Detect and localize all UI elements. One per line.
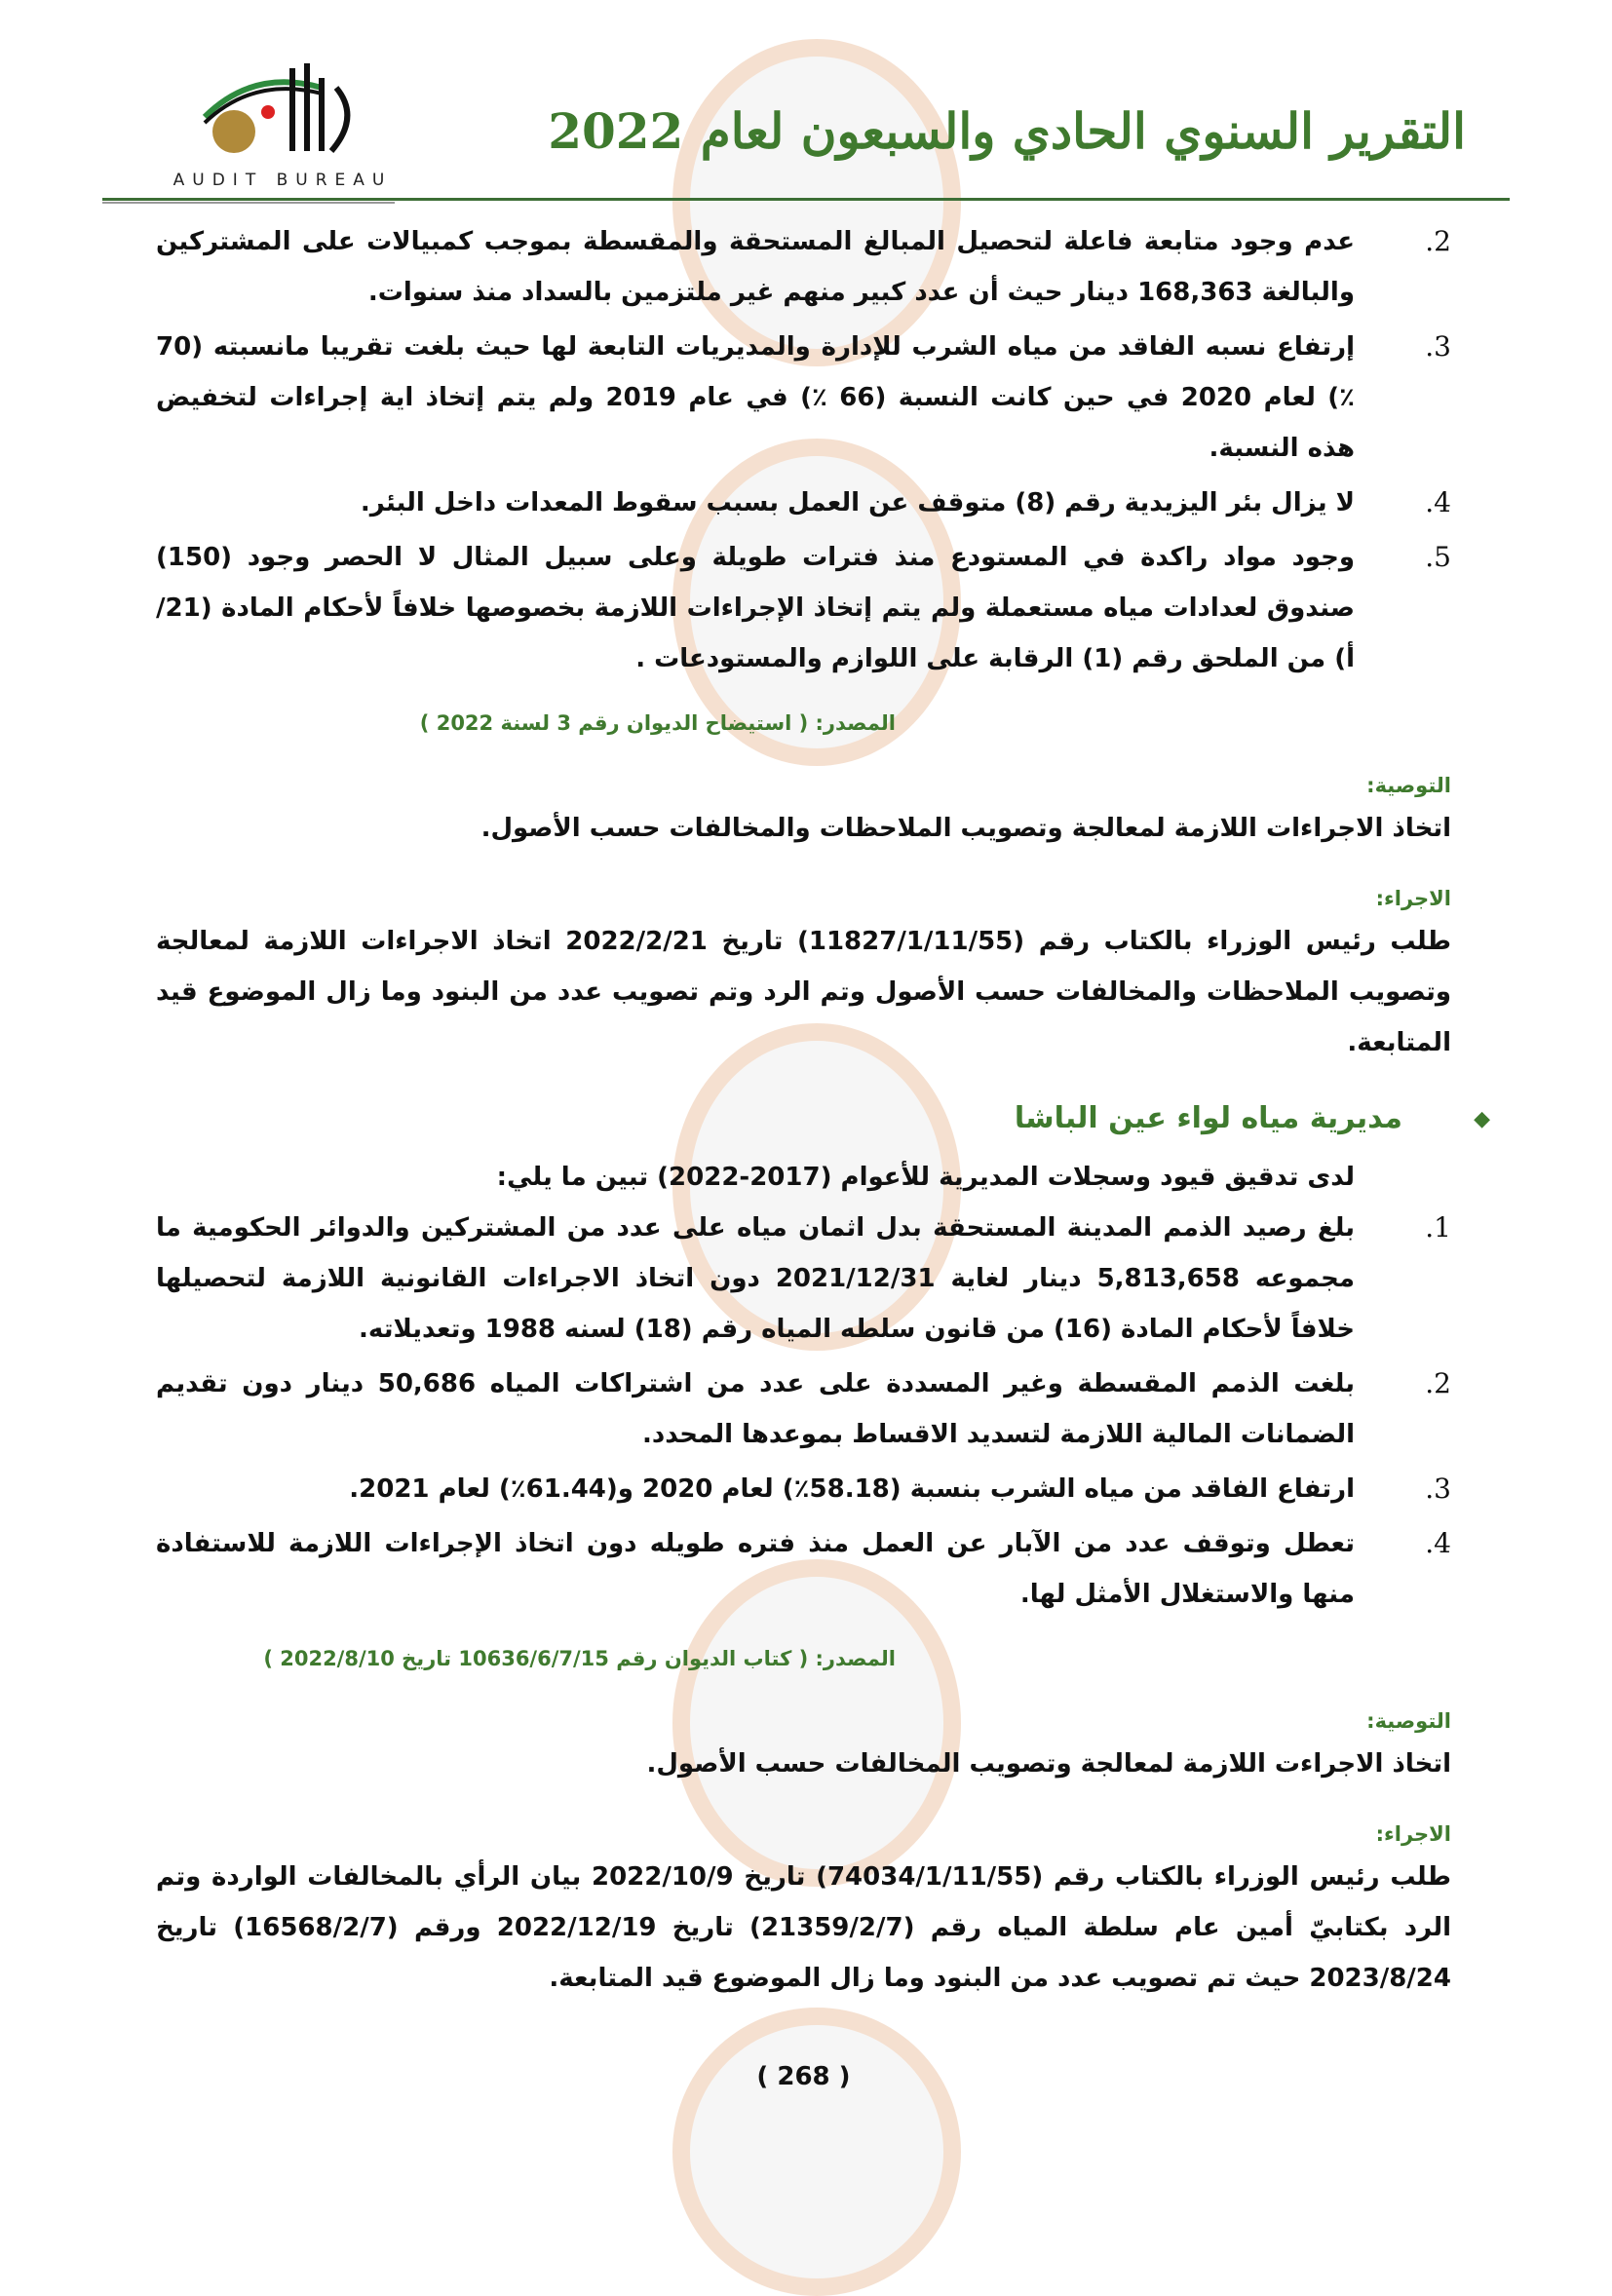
finding-row	[156, 1358, 1451, 1460]
action-text: طلب رئيس الوزراء بالكتاب رقم (11827/1/11/55) تاريخ 2022/2/21 اتخاذ الاجراءات اللازمة لمعالجة وتصويب الملاحظات والمخالفات حسب الأصول وتم الرد وتم تصويب عدد من البنود وما زال الموضوع قيد المتابعة.	[156, 927, 1451, 1057]
item-number: .3	[1425, 330, 1451, 363]
finding-item: بلغ رصيد الذمم المدينة المستحقة بدل اثمان مياه على عدد من المشتركين والدوائر الحكومية ما مجموعه 5,813,658 دينار لغاية 2021/12/31 دون اتخاذ الاجراءات القانونية اللازمة لتحصيلها خلافاً لأحكام المادة (16) من قانون سلطه المياه رقم (18) لسنه 1988 وتعديلاته.	[156, 1213, 1355, 1344]
finding-row	[156, 478, 1451, 528]
finding-row	[156, 1464, 1451, 1514]
diamond-bullet-icon: ◆	[1474, 1106, 1490, 1131]
finding-item: وجود مواد راكدة في المستودع منذ فترات طويلة وعلى سبيل المثال لا الحصر وجود (150) صندوق لعدادات مياه مستعملة ولم يتم إتخاذ الإجراءات اللازمة بخصوصها خلافاً لأحكام المادة (21/أ) من الملحق رقم (1) الرقابة على اللوازم والمستودعات .	[156, 543, 1355, 673]
section-heading-row	[156, 1093, 1490, 1144]
section-heading: مديرية مياه لواء عين الباشا	[1014, 1101, 1402, 1135]
page-number: ( 268 )	[756, 2062, 851, 2091]
item-number: .5	[1425, 541, 1451, 573]
finding-row	[156, 322, 1451, 474]
report-title: التقرير السنوي الحادي والسبعون لعام 2022	[548, 102, 1466, 160]
recommendation-text: اتخاذ الاجراءات اللازمة لمعالجة وتصويب الملاحظات والمخالفات حسب الأصول.	[480, 814, 1451, 843]
recommendation-label: التوصية:	[1366, 1709, 1451, 1733]
finding-item: إرتفاع نسبه الفاقد من مياه الشرب للإدارة والمديريات التابعة لها حيث بلغت تقريبا مانسبته (70 ٪) لعام 2020 في حين كانت النسبة (66 ٪) في عام 2019 ولم يتم إتخاذ اية إجراءات لتخفيض هذه النسبة.	[156, 332, 1356, 463]
findings-list-1	[156, 216, 1451, 684]
item-number: .3	[1425, 1473, 1451, 1505]
finding-item: لا يزال بئر اليزيدية رقم (8) متوقف عن العمل بسبب سقوط المعدات داخل البئر.	[360, 488, 1355, 517]
item-number: .4	[1425, 486, 1451, 518]
section-intro: لدى تدقيق قيود وسجلات المديرية للأعوام (2017-2022) تبين ما يلي:	[496, 1163, 1355, 1192]
source-note: المصدر: ( كتاب الديوان رقم 10636/6/7/15 تاريخ 2022/8/10 )	[263, 1647, 896, 1670]
logo-english-text: AUDIT BUREAU	[173, 171, 393, 190]
item-number: .1	[1425, 1211, 1451, 1244]
source-note: المصدر: ( استيضاح الديوان رقم 3 لسنة 2022 )	[419, 711, 896, 735]
finding-row	[156, 1518, 1451, 1620]
finding-row	[156, 1203, 1451, 1355]
page-body	[156, 0, 1490, 2130]
recommendation-label: التوصية:	[1366, 774, 1451, 797]
finding-item: ارتفاع الفاقد من مياه الشرب بنسبة (58.18٪) لعام 2020 و(61.44٪) لعام 2021.	[349, 1474, 1355, 1504]
action-label: الاجراء:	[1375, 887, 1451, 910]
finding-row	[156, 216, 1451, 318]
finding-item: تعطل وتوقف عدد من الآبار عن العمل منذ فتره طويله دون اتخاذ الإجراءات اللازمة للاستفادة منها والاستغلال الأمثل لها.	[156, 1529, 1355, 1609]
action-text: طلب رئيس الوزراء بالكتاب رقم (74034/1/11/55) تاريخ 2022/10/9 بيان الرأي بالمخالفات الواردة وتم الرد بكتابيّ أمين عام سلطة المياه رقم (21359/2/7) تاريخ 2022/12/19 ورقم (16568/2/7) تاريخ 2023/8/24 حيث تم تصويب عدد من البنود وما زال الموضوع قيد المتابعة.	[156, 1862, 1451, 1993]
item-number: .4	[1425, 1527, 1451, 1559]
finding-row	[156, 532, 1451, 684]
finding-item: عدم وجود متابعة فاعلة لتحصيل المبالغ المستحقة والمقسطة بموجب كمبيالات على المشتركين والبالغة 168,363 دينار حيث أن عدد كبير منهم غير ملتزمين بالسداد منذ سنوات.	[156, 227, 1355, 307]
recommendation-text: اتخاذ الاجراءت اللازمة لمعالجة وتصويب المخالفات حسب الأصول.	[646, 1749, 1451, 1779]
item-number: .2	[1425, 1367, 1451, 1399]
action-label: الاجراء:	[1375, 1822, 1451, 1846]
item-number: .2	[1425, 225, 1451, 257]
finding-item: بلغت الذمم المقسطة وغير المسددة على عدد من اشتراكات المياه 50,686 دينار دون تقديم الضمانات المالية اللازمة لتسديد الاقساط بموعدها المحدد.	[156, 1369, 1355, 1449]
findings-list-2	[156, 1203, 1451, 1620]
